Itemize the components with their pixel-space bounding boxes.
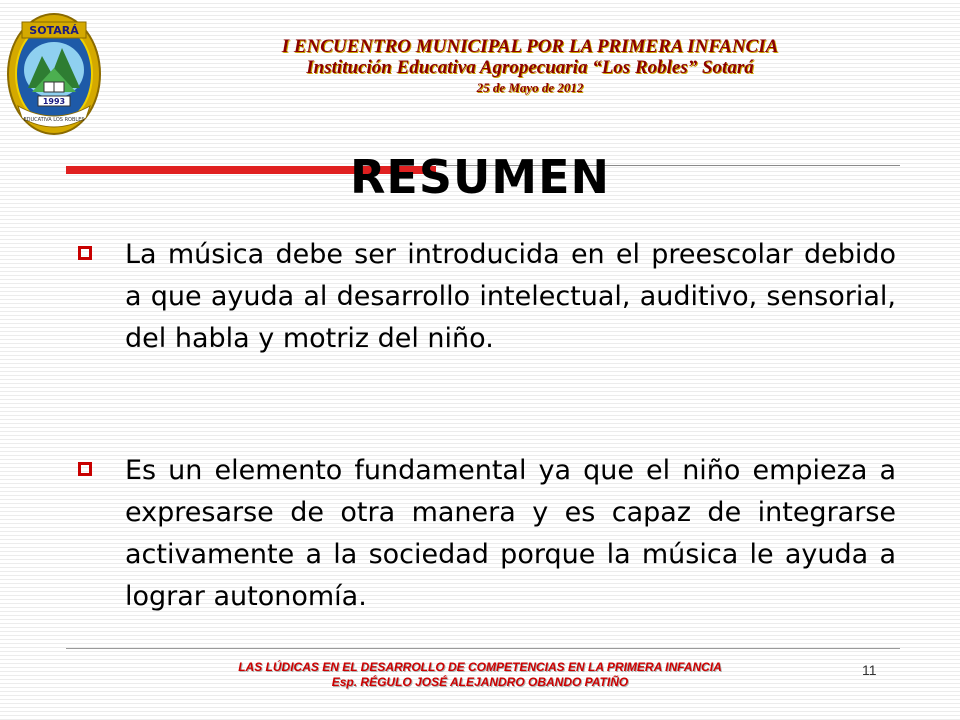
slide-footer bbox=[150, 660, 810, 690]
slide-title: RESUMEN bbox=[349, 150, 611, 204]
institution-logo bbox=[4, 8, 104, 140]
bullet-text: Es un elemento fundamental ya que el niño empieza a expresarse de otra manera y es capaz de integrarse activamente a la sociedad porque la música le ayuda a lograr autonomía. bbox=[125, 455, 896, 612]
footer-author: Esp. RÉGULO JOSÉ ALEJANDRO OBANDO PATIÑO bbox=[331, 675, 629, 689]
header-date: 25 de Mayo de 2012 bbox=[476, 80, 584, 95]
bullet-text: La música debe ser introducida en el preescolar debido a que ayuda al desarrollo intelectual, auditivo, sensorial, del habla y motriz del niño. bbox=[125, 239, 896, 354]
logo-top-text: SOTARÁ bbox=[29, 24, 79, 37]
footer-course-title: LAS LÚDICAS EN EL DESARROLLO DE COMPETENCIAS EN LA PRIMERA INFANCIA bbox=[238, 660, 722, 674]
logo-year: 1993 bbox=[42, 97, 66, 106]
bullet-item bbox=[78, 234, 896, 360]
checkbox-bullet-icon bbox=[78, 246, 92, 260]
header-institution: Institución Educativa Agropecuaria “Los Robles” Sotará bbox=[306, 57, 754, 78]
footer-divider bbox=[66, 648, 900, 649]
logo-ribbon-text: EDUCATIVA LOS ROBLES bbox=[23, 117, 85, 123]
header-event-title: I ENCUENTRO MUNICIPAL POR LA PRIMERA INFANCIA bbox=[281, 36, 779, 57]
bullet-item bbox=[78, 450, 896, 618]
checkbox-bullet-icon bbox=[78, 462, 92, 476]
slide-header bbox=[150, 36, 910, 98]
page-number: 11 bbox=[862, 662, 877, 678]
